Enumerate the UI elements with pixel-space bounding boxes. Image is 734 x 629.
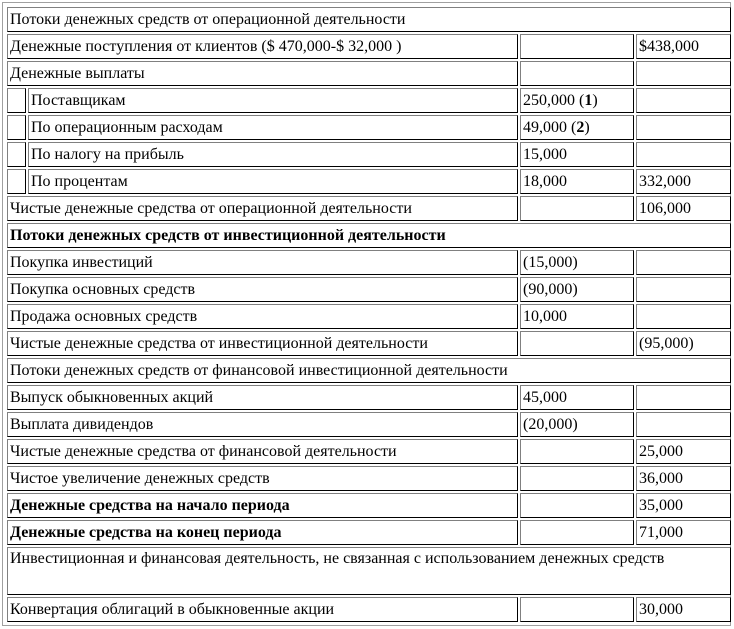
receipts-total: $438,000 — [636, 34, 731, 59]
issue-shares-total-empty — [636, 385, 731, 410]
financing-section-header: Потоки денежных средств от финансовой инвестиционной деятельности — [7, 358, 731, 383]
payments-total-empty — [636, 61, 731, 86]
opex-label: По операционным расходам — [28, 115, 518, 140]
net-operating-total: 106,000 — [636, 196, 731, 221]
net-financing-label: Чистые денежные средства от финансовой деятельности — [7, 439, 518, 464]
payments-amount-empty — [520, 61, 634, 86]
cash-begin-amount-empty — [520, 493, 634, 518]
sell-fixed-assets-amount: 10,000 — [520, 304, 634, 329]
conversion-label: Конвертация облигаций в обыкновенные акции — [7, 597, 518, 622]
net-increase-label: Чистое увеличение денежных средств — [7, 466, 518, 491]
dividends-label: Выплата дивидендов — [7, 412, 518, 437]
net-financing-amount-empty — [520, 439, 634, 464]
buy-investments-amount: (15,000) — [520, 250, 634, 275]
interest-label: По процентам — [28, 169, 518, 194]
note-close: ) — [584, 119, 590, 136]
note-open: ( — [571, 119, 577, 136]
buy-fixed-assets-total-empty — [636, 277, 731, 302]
interest-amount: 18,000 — [520, 169, 634, 194]
opex-amount — [520, 115, 634, 140]
opex-value: 49,000 — [523, 119, 571, 136]
cash-end-label: Денежные средства на конец периода — [7, 520, 518, 545]
receipts-label: Денежные поступления от клиентов ($ 470,000-$ 32,000 ) — [7, 34, 518, 59]
opex-total-empty — [636, 115, 731, 140]
net-operating-label: Чистые денежные средства от операционной деятельности — [7, 196, 518, 221]
operating-section-header: Потоки денежных средств от операционной деятельности — [7, 7, 731, 32]
net-investing-total: (95,000) — [636, 331, 731, 356]
indent-cell — [7, 169, 26, 194]
note-ref: 1 — [584, 92, 593, 109]
dividends-amount: (20,000) — [520, 412, 634, 437]
buy-fixed-assets-amount: (90,000) — [520, 277, 634, 302]
buy-investments-label: Покупка инвестиций — [7, 250, 518, 275]
net-financing-total: 25,000 — [636, 439, 731, 464]
sell-fixed-assets-total-empty — [636, 304, 731, 329]
net-investing-label: Чистые денежные средства от инвестиционной деятельности — [7, 331, 518, 356]
cash-flow-table — [2, 2, 731, 626]
cash-end-total: 71,000 — [636, 520, 731, 545]
suppliers-label: Поставщикам — [28, 88, 518, 113]
net-operating-amount-empty — [520, 196, 634, 221]
cash-begin-total: 35,000 — [636, 493, 731, 518]
indent-cell — [7, 142, 26, 167]
suppliers-value: 250,000 — [523, 92, 579, 109]
indent-cell — [7, 88, 26, 113]
suppliers-amount — [520, 88, 634, 113]
noncash-section-header: Инвестиционная и финансовая деятельность, не связанная с использованием денежных средств — [7, 547, 731, 595]
tax-amount: 15,000 — [520, 142, 634, 167]
note-ref: 2 — [576, 119, 585, 136]
suppliers-total-empty — [636, 88, 731, 113]
note-close: ) — [592, 92, 598, 109]
investing-section-header: Потоки денежных средств от инвестиционной деятельности — [7, 223, 731, 248]
cash-end-amount-empty — [520, 520, 634, 545]
interest-total: 332,000 — [636, 169, 731, 194]
payments-label: Денежные выплаты — [7, 61, 518, 86]
conversion-total: 30,000 — [636, 597, 731, 622]
conversion-amount-empty — [520, 597, 634, 622]
tax-label: По налогу на прибыль — [28, 142, 518, 167]
issue-shares-amount: 45,000 — [520, 385, 634, 410]
net-investing-amount-empty — [520, 331, 634, 356]
issue-shares-label: Выпуск обыкновенных акций — [7, 385, 518, 410]
net-increase-amount-empty — [520, 466, 634, 491]
dividends-total-empty — [636, 412, 731, 437]
cash-begin-label: Денежные средства на начало периода — [7, 493, 518, 518]
sell-fixed-assets-label: Продажа основных средств — [7, 304, 518, 329]
buy-fixed-assets-label: Покупка основных средств — [7, 277, 518, 302]
buy-investments-total-empty — [636, 250, 731, 275]
net-increase-total: 36,000 — [636, 466, 731, 491]
note-open: ( — [579, 92, 585, 109]
tax-total-empty — [636, 142, 731, 167]
receipts-amount-empty — [520, 34, 634, 59]
indent-cell — [7, 115, 26, 140]
